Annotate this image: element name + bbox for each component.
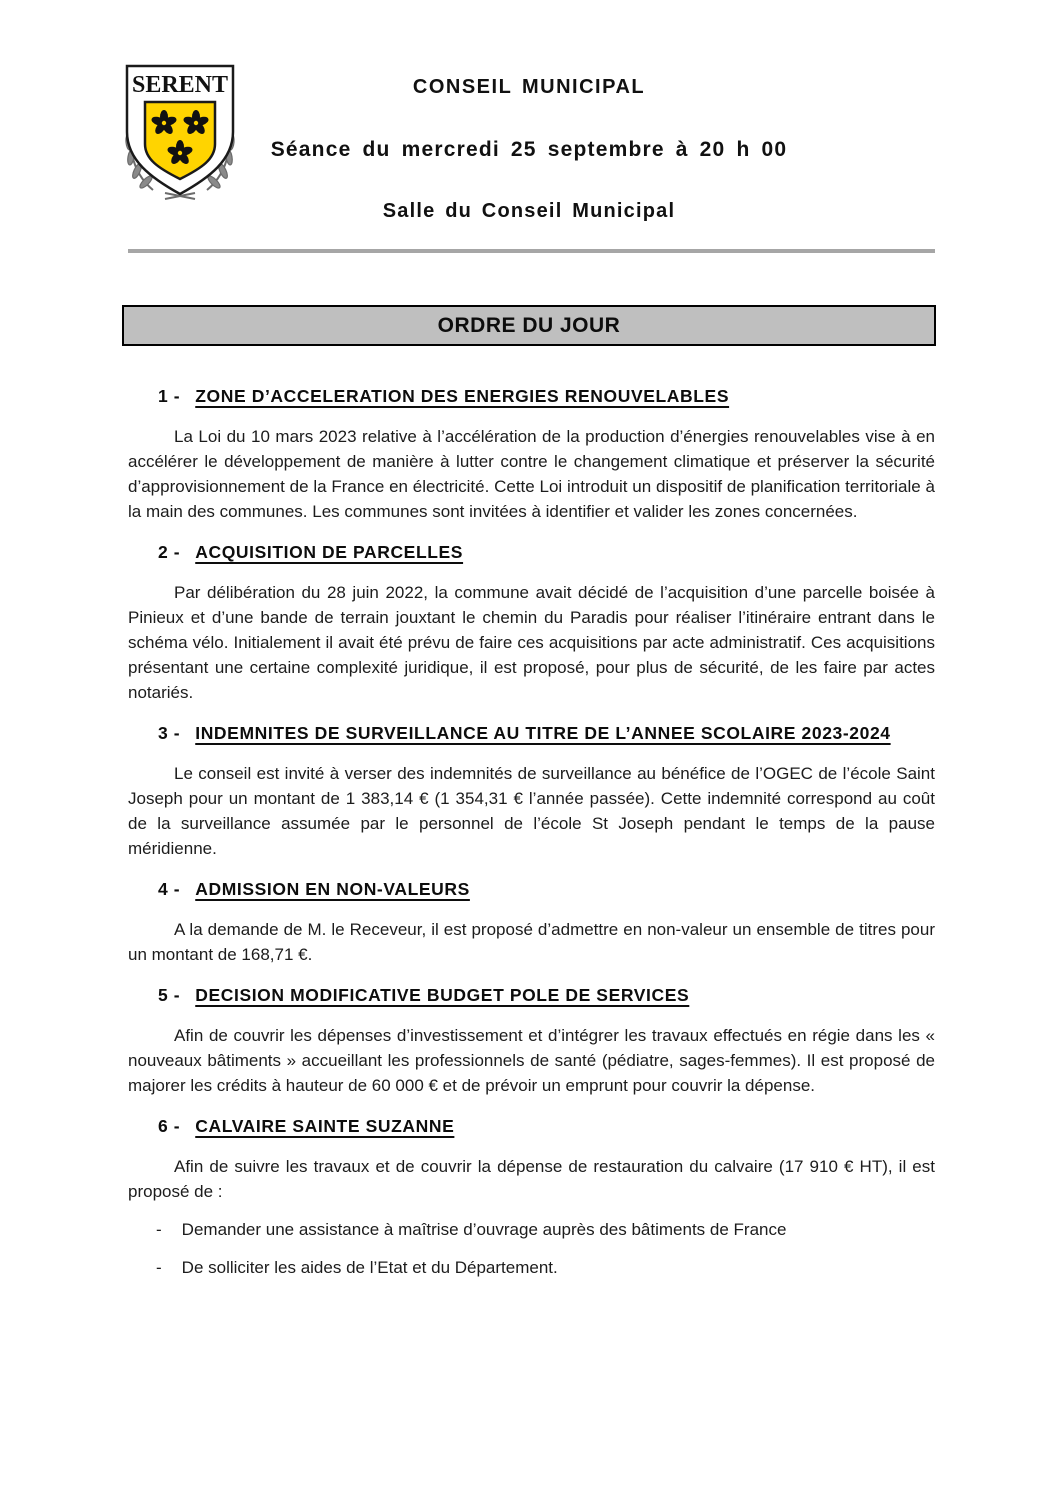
header-separator <box>128 249 935 253</box>
section-title: ADMISSION EN NON-VALEURS <box>195 879 470 899</box>
section-5 <box>128 983 935 1098</box>
session-date-line: Séance du mercredi 25 septembre à 20 h 00 <box>270 138 788 161</box>
section-heading <box>158 877 935 902</box>
section-title: INDEMNITES DE SURVEILLANCE AU TITRE DE L’ANNEE SCOLAIRE 2023-2024 <box>195 723 891 743</box>
section-title: ZONE D’ACCELERATION DES ENERGIES RENOUVELABLES <box>195 386 730 406</box>
section-title: ACQUISITION DE PARCELLES <box>195 542 464 562</box>
section-number: 4 - <box>158 879 181 899</box>
agenda-content <box>128 368 935 1280</box>
section-number: 1 - <box>158 386 181 406</box>
bullet-item <box>156 1217 935 1242</box>
section-heading <box>158 1114 935 1139</box>
section-paragraph: Afin de suivre les travaux et de couvrir la dépense de restauration du calvaire (17 910 € HT), il est proposé de : <box>128 1157 935 1201</box>
document-title: CONSEIL MUNICIPAL <box>412 76 646 98</box>
section-number: 2 - <box>158 542 181 562</box>
section-number: 3 - <box>158 723 181 743</box>
section-4 <box>128 877 935 967</box>
section-title: CALVAIRE SAINTE SUZANNE <box>195 1116 455 1136</box>
section-6 <box>128 1114 935 1280</box>
agenda-banner <box>122 305 936 346</box>
bullet-marker: - <box>156 1220 162 1239</box>
section-heading <box>158 721 935 746</box>
section-paragraph: Afin de couvrir les dépenses d’investissement et d’intégrer les travaux effectués en régie dans les « nouveaux bâtiments » accueillant les professionnels de santé (pédiatre, sages-femmes). Il est proposé de majorer les crédits à hauteur de 60 000 € et de prévoir un emprunt pour couvrir la dépense. <box>128 1026 935 1095</box>
section-paragraph: La Loi du 10 mars 2023 relative à l’accélération de la production d’énergies renouvelables vise à en accélérer le développement de manière à lutter contre le changement climatique et préserver la sécurité d’approvisionnement de la France en électricité. Cette Loi introduit un dispositif de planification territoriale à la main des communes. Les communes sont invitées à identifier et valider les zones concernées. <box>128 427 935 521</box>
section-number: 6 - <box>158 1116 181 1136</box>
bullet-item <box>156 1255 935 1280</box>
bullet-text: Demander une assistance à maîtrise d’ouvrage auprès des bâtiments de France <box>181 1220 787 1239</box>
section-3 <box>128 721 935 861</box>
section-number: 5 - <box>158 985 181 1005</box>
logo-town-name: SERENT <box>131 72 229 98</box>
section-1 <box>128 384 935 524</box>
agenda-banner-title: ORDRE DU JOUR <box>437 313 621 337</box>
section-paragraph: Le conseil est invité à verser des indemnités de surveillance au bénéfice de l’OGEC de l’école Saint Joseph pour un montant de 1 383,14 € (1 354,31 € l’année passée). Cette indemnité correspond au coût de la surveillance assumée par le personnel de l’école St Joseph pendant le temps de la pause méridienne. <box>128 764 935 858</box>
bullet-text: De solliciter les aides de l’Etat et du Département. <box>181 1258 558 1277</box>
section-heading <box>158 540 935 565</box>
section-heading <box>158 983 935 1008</box>
section-heading <box>158 384 935 409</box>
section-paragraph: A la demande de M. le Receveur, il est proposé d’admettre en non-valeur un ensemble de titres pour un montant de 168,71 €. <box>128 920 935 964</box>
section-title: DECISION MODIFICATIVE BUDGET POLE DE SERVICES <box>195 985 690 1005</box>
session-location-line: Salle du Conseil Municipal <box>382 200 676 222</box>
section-paragraph: Par délibération du 28 juin 2022, la commune avait décidé de l’acquisition d’une parcelle boisée à Pinieux et d’une bande de terrain jouxtant le chemin du Paradis pour réaliser l’itinéraire entrant dans le schéma vélo. Initialement il avait été prévu de faire ces acquisitions par acte administratif. Ces acquisitions présentant une certaine complexité juridique, il est proposé, pour plus de sécurité, de les faire par actes notariés. <box>128 583 935 702</box>
section-2 <box>128 540 935 705</box>
bullet-marker: - <box>156 1258 162 1277</box>
